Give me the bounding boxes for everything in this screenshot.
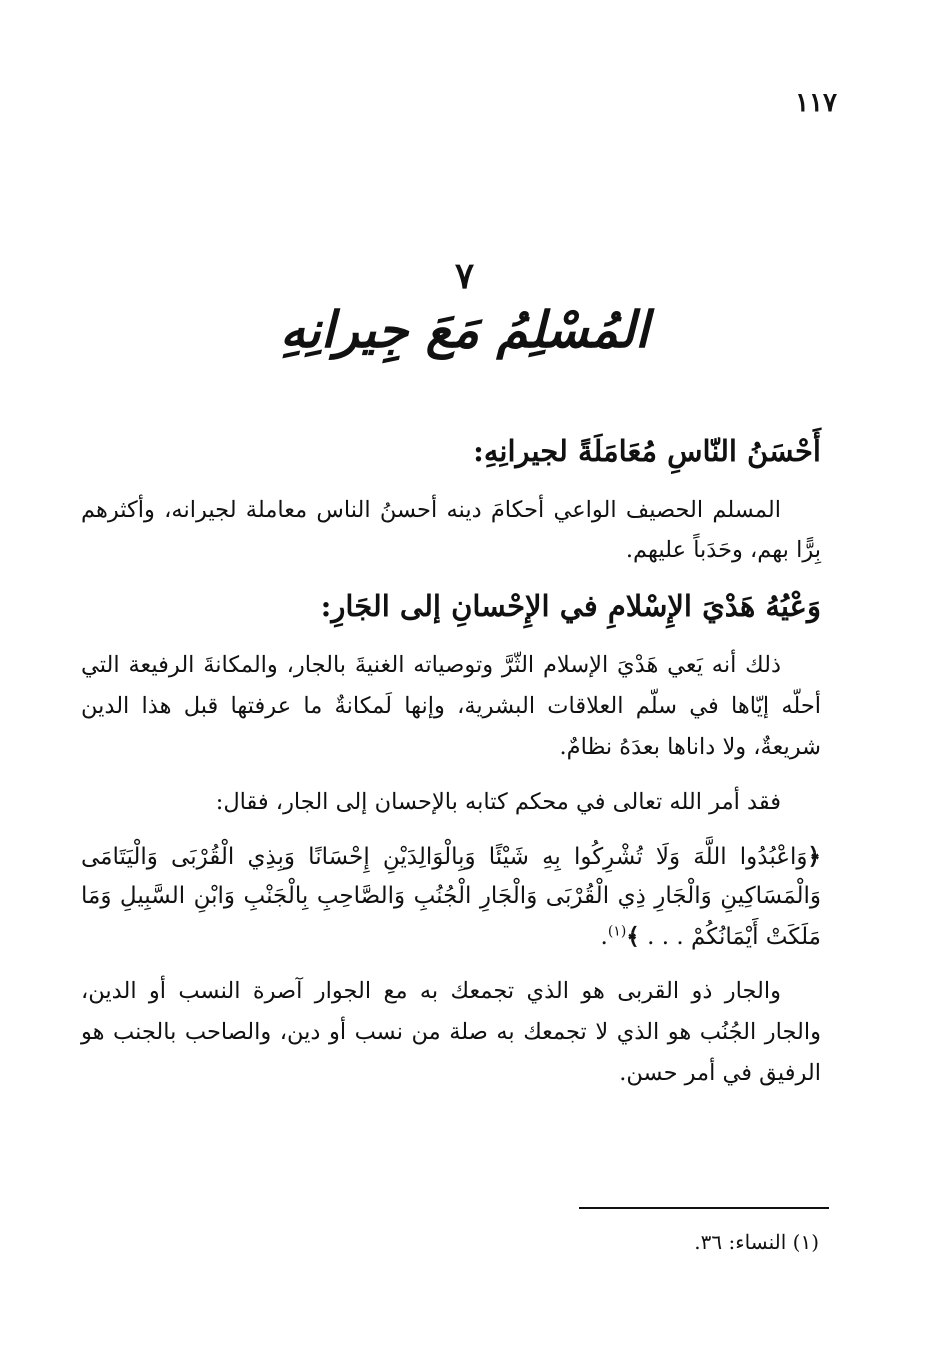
footnote — [694, 1230, 819, 1254]
paragraph-islam-guidance: ذلك أنه يَعي هَدْيَ الإسلام الثّرَّ وتوصياته الغنيةَ بالجار، والمكانةَ الرفيعة التي أحلّه إيّاها في سلّم العلاقات البشرية، وإنها لَمكانةٌ ما عرفتها قبل هذا الدين شريعةٌ، ولا داناها بعدَهُ نظامٌ. — [81, 651, 821, 760]
footnote-marker: (١) — [792, 1230, 819, 1254]
page-number: ١١٧ — [795, 88, 837, 118]
paragraph-quran-intro: فقد أمر الله تعالى في محكم كتابه بالإحسان إلى الجار، فقال: — [215, 788, 781, 815]
page-body — [81, 430, 821, 1108]
paragraph-neighbor-definitions: والجار ذو القربى هو الذي تجمعك به مع الجوار آصرة النسب أو الدين، والجار الجُنُب هو الذي لا تجمعك به صلة من نسب أو دين، والصاحب بالجنب هو الرفيق في أمر حسن. — [81, 978, 821, 1087]
chapter-number: ٧ — [454, 255, 475, 297]
section-heading-best-treatment: أَحْسَنُ النّاسِ مُعَامَلَةً لجيرانِهِ: — [473, 434, 821, 468]
quran-end-mark: . — [600, 923, 608, 950]
section-heading-islam-guidance: وَعْيُهُ هَدْيَ الإِسْلامِ في الإِحْسانِ إلى الجَارِ: — [320, 589, 821, 624]
chapter-title: المُسْلِمُ مَعَ جِيرانِهِ — [280, 300, 649, 359]
footnote-text: النساء: ٣٦. — [694, 1230, 787, 1254]
quran-verse-text: وَاعْبُدُوا اللَّهَ وَلَا تُشْرِكُوا بِهِ شَيْئًا وَبِالْوَالِدَيْنِ إِحْسَانًا وَبِذِي الْقُرْبَى وَالْيَتَامَى وَالْمَسَاكِينِ وَالْجَارِ ذِي الْقُرْبَى وَالْجَارِ الْجُنُبِ وَالصَّاحِبِ بِالْجَنْبِ وَابْنِ السَّبِيلِ وَمَا مَلَكَتْ أَيْمَانُكُمْ . . . — [81, 843, 821, 950]
footnote-divider — [579, 1207, 829, 1209]
quran-close-brace: ﴾ — [626, 922, 640, 950]
quran-verse — [81, 837, 821, 958]
quran-open-brace: ﴿ — [807, 842, 821, 870]
paragraph-best-treatment: المسلم الحصيف الواعي أحكامَ دينه أحسنُ الناس معاملة لجيرانه، وأكثرهم بِرًّا بهم، وحَدَباً عليهم. — [81, 496, 821, 564]
footnote-reference: (١) — [607, 923, 627, 940]
